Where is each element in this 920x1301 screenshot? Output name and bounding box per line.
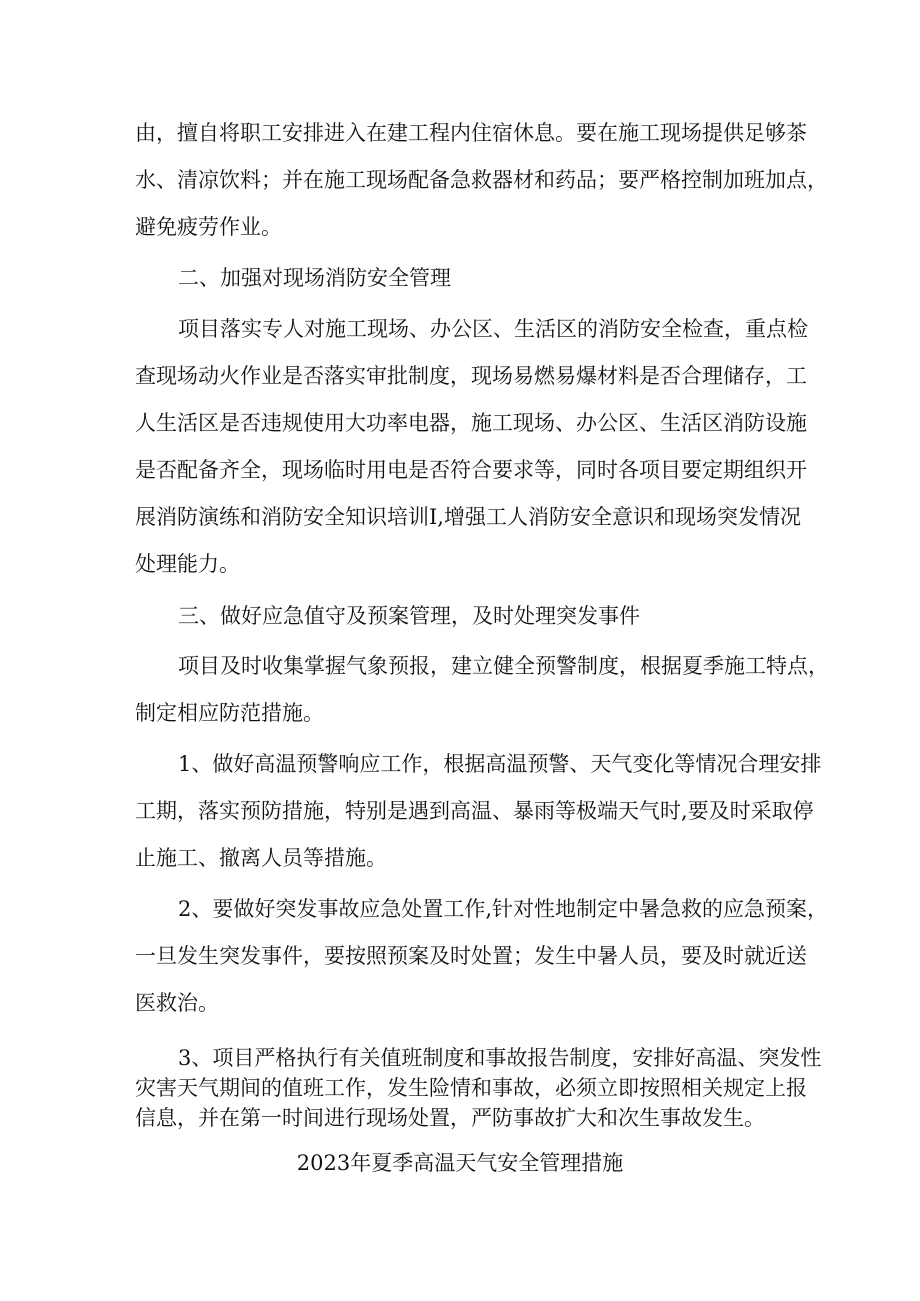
section-2-line-4: 是否配备齐全，现场临时用电是否符合要求等，同时各项目要定期组织开 <box>135 458 807 482</box>
item-3-line-2: 灾害天气期间的值班工作，发生险情和事故，必须立即按照相关规定上报 <box>135 1076 807 1100</box>
section-2-line-1: 项目落实专人对施工现场、办公区、生活区的消防安全检查，重点检 <box>178 317 808 341</box>
item-1-line-3: 止施工、撤离人员等措施。 <box>135 846 387 870</box>
item-3-line-3: 信息，并在第一时间进行现场处置，严防事故扩大和次生事故发生。 <box>135 1106 765 1130</box>
next-document-title: 2023年夏季高温天气安全管理措施 <box>296 1151 624 1175</box>
section-3-intro-line-1: 项目及时收集掌握气象预报，建立健全预警制度，根据夏季施工特点， <box>178 654 829 678</box>
section-2-line-6: 处理能力。 <box>135 552 240 576</box>
section-2-line-3: 人生活区是否违规使用大功率电器，施工现场、办公区、生活区消防设施 <box>135 411 807 435</box>
section-2-heading: 二、加强对现场消防安全管理 <box>178 266 451 290</box>
item-1-line-1: 1、做好高温预警响应工作，根据高温预警、天气变化等情况合理安排 <box>178 752 822 776</box>
section-3-heading: 三、做好应急值守及预案管理，及时处理突发事件 <box>178 604 640 628</box>
paragraph-1-line-1: 由，擅自将职工安排进入在建工程内住宿休息。要在施工现场提供足够茶 <box>135 121 807 145</box>
paragraph-1-line-3: 避免疲劳作业。 <box>135 215 282 239</box>
section-3-intro-line-2: 制定相应防范措施。 <box>135 701 324 725</box>
section-2-line-5: 展消防演练和消防安全知识培训I,增强工人消防安全意识和现场突发情况 <box>135 505 801 529</box>
item-3-line-1: 3、项目严格执行有关值班制度和事故报告制度，安排好高温、突发性 <box>178 1046 822 1070</box>
item-1-line-2: 工期，落实预防措施，特别是遇到高温、暴雨等极端天气时,要及时采取停 <box>135 799 814 823</box>
item-2-line-1: 2、要做好突发事故应急处置工作,针对性地制定中暑急救的应急预案， <box>178 897 829 921</box>
item-2-line-3: 医救治。 <box>135 991 219 1015</box>
paragraph-1-line-2: 水、清凉饮料；并在施工现场配备急救器材和药品；要严格控制加班加点， <box>135 168 828 192</box>
section-2-line-2: 查现场动火作业是否落实审批制度，现场易燃易爆材料是否合理储存，工 <box>135 364 807 388</box>
item-2-line-2: 一旦发生突发事件，要按照预案及时处置；发生中暑人员，要及时就近送 <box>135 944 807 968</box>
